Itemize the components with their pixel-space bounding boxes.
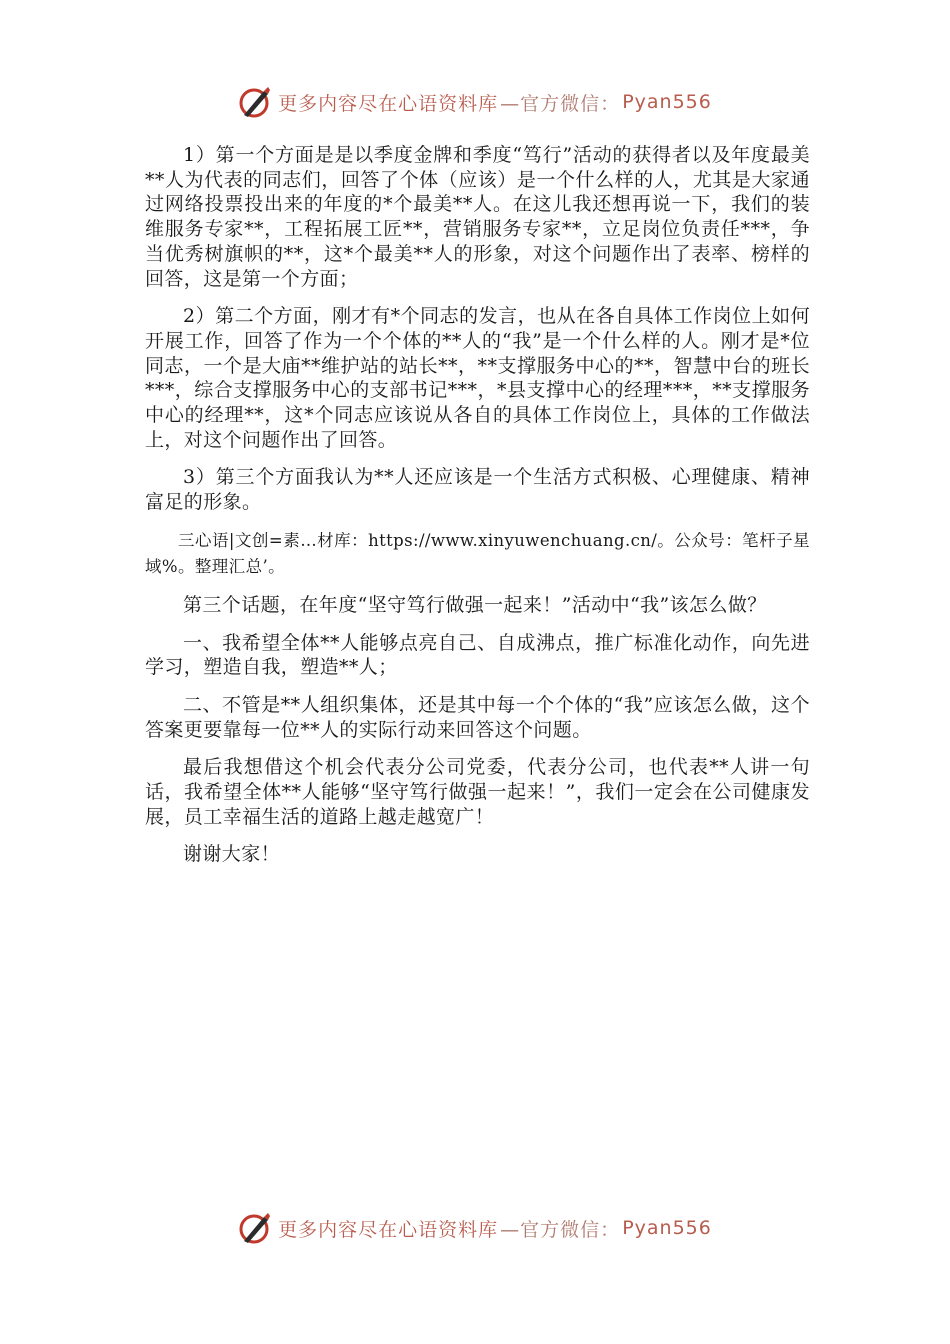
header-wechat-id: Pyan556 xyxy=(622,91,712,113)
footer-banner xyxy=(0,1208,950,1248)
header-separator-text: —官方微信： xyxy=(500,92,621,115)
footer-brand-text: 更多内容尽在心语资料库 xyxy=(278,1218,499,1241)
pen-logo-icon xyxy=(238,1211,272,1245)
paragraph-point-2: 二、不管是**人组织集体，还是其中每一个个体的“我”应该怎么做，这个答案更要靠每一位**人的实际行动来回答这个问题。 xyxy=(145,693,810,741)
footer-wechat-id: Pyan556 xyxy=(622,1217,712,1239)
paragraph-2: 2）第二个方面，刚才有*个同志的发言，也从在各自具体工作岗位上如何开展工作，回答了作为一个个体的**人的“我”是一个什么样的人。刚才是*位同志，一个是大庙**维护站的站长**，**支撑服务中心的**，智慧中台的班长***，综合支撑服务中心的支部书记***，*县支撑中心的经理***，**支撑服务中心的经理**，这*个同志应该说从各自的具体工作岗位上，具体的工作做法上，对这个问题作出了回答。 xyxy=(145,305,810,451)
paragraph-topic-3: 第三个话题，在年度“坚守笃行做强一起来！”活动中“我”该怎么做？ xyxy=(183,593,767,616)
paragraph-3: 3）第三个方面我认为**人还应该是一个生活方式积极、心理健康、精神富足的形象。 xyxy=(145,466,810,514)
footer-separator-text: —官方微信： xyxy=(500,1218,621,1241)
source-note: 三心语|文创=素…材库：https://www.xinyuwenchuang.cn/。公众号：笔杆子星域%。整理汇总’。 xyxy=(145,530,810,576)
paragraph-closing: 最后我想借这个机会代表分公司党委，代表分公司，也代表**人讲一句话，我希望全体**人能够“坚守笃行做强一起来！”，我们一定会在公司健康发展，员工幸福生活的道路上越走越宽广！ xyxy=(145,756,810,828)
header-brand-text: 更多内容尽在心语资料库 xyxy=(278,92,499,115)
document-body xyxy=(145,143,810,880)
header-banner xyxy=(0,82,950,122)
paragraph-thanks: 谢谢大家！ xyxy=(183,843,281,866)
paragraph-point-1: 一、我希望全体**人能够点亮自己、自成沸点，推广标准化动作，向先进学习，塑造自我，塑造**人； xyxy=(145,631,810,679)
pen-logo-icon xyxy=(238,85,272,119)
paragraph-1: 1）第一个方面是是以季度金牌和季度“笃行”活动的获得者以及年度最美**人为代表的同志们，回答了个体（应该）是一个什么样的人，尤其是大家通过网络投票投出来的年度的*个最美**人。在这儿我还想再说一下，我们的装维服务专家**，工程拓展工匠**，营销服务专家**，立足岗位负责任***，争当优秀树旗帜的**，这*个最美**人的形象，对这个问题作出了表率、榜样的回答，这是第一个方面； xyxy=(145,144,810,290)
